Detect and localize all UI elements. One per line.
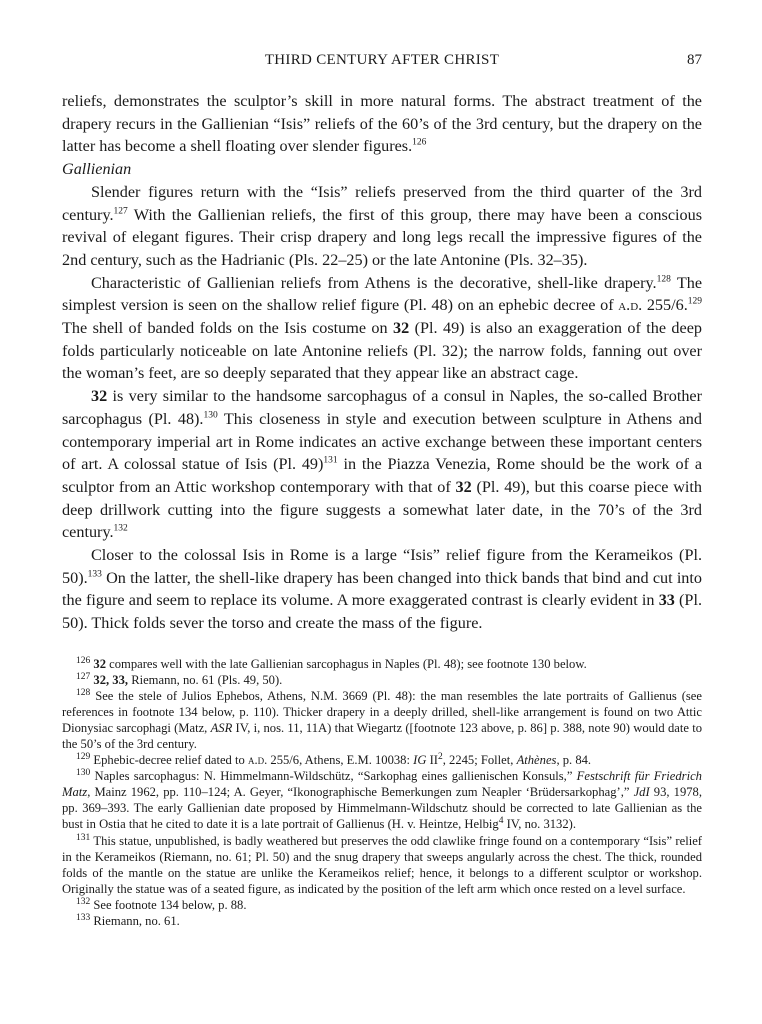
text-run: , Mainz 1962, pp. 110–124; A. Geyer, “Ikonographische Bemerkungen zum Neapler ‘Brüdersarkophag’,” [87,785,634,800]
footnote-number: 126 [76,655,91,666]
footnote-ref: 131 [323,455,338,466]
era-abbrev: a.d. [247,753,268,768]
paragraph [62,385,702,544]
footnote-ref: 132 [113,523,128,534]
text-run: With the Gallienian reliefs, the first of this group, there may have been a conscious revival of elegant figures. Their crisp drapery and long legs recall the impressive figures of the 2nd century, such as the Hadrianic (Pls. 22–25) or the late Antonine (Pls. 32–35). [62,205,702,269]
footnote-ref: 133 [87,569,102,580]
italic-citation: Festschrift für Friedrich Matz [62,769,702,800]
text-run: II [426,753,438,768]
footnote-ref: 127 [113,206,128,217]
text-run: (Pl. 50). Thick folds sever the torso and create the mass of the figure. [62,591,702,633]
text-run: , 2245; Follet, [442,753,517,768]
catalog-number: 32 [393,319,410,338]
italic-citation: JdI [633,785,650,800]
running-header [62,52,702,74]
paragraph [62,272,702,386]
italic-citation: Athènes [516,753,557,768]
text-run: IV, no. 3132). [503,817,576,832]
text-run: The shell of banded folds on the Isis costume on [62,319,394,338]
footnotes [62,656,702,929]
footnote-ref: 129 [687,296,702,307]
main-text [62,90,702,635]
catalog-number: 32 [93,657,106,671]
footnote-number: 129 [76,752,91,763]
text-run: , p. 84. [556,753,592,768]
catalog-number: 33 [658,591,675,610]
running-title: THIRD CENTURY AFTER CHRIST [264,52,500,68]
catalog-number: 32 [455,477,472,496]
footnote-number: 127 [76,671,91,682]
text-run: Naples sarcophagus: N. Himmelmann-Wildschütz, “Sarkophag eines gallienischen Konsuls,” [94,769,577,784]
footnote-number: 130 [76,768,91,779]
paragraph [62,544,702,635]
superscript: 4 [498,816,504,827]
text-run: in the Piazza Venezia, Rome should be the work of a sculptor from an Attic workshop contemporary with that of [62,455,703,496]
footnote [62,768,702,832]
text-run: compares well with the late Gallienian sarcophagus in Naples (Pl. 48); see footnote 130 below. [106,657,587,671]
text-run: On the latter, the shell-like drapery has been changed into thick bands that bind and cut into the figure and seem to replace its volume. A more exaggerated contrast is clearly evident in [62,568,702,610]
footnote [62,897,702,913]
paragraph [62,181,702,272]
italic-citation: ASR [210,721,233,736]
text-run: 255/6, Athens, E.M. 10038: [267,753,414,768]
text-run: is very similar to the handsome sarcophagus of a consul in Naples, the so-called Brother sarcophagus (Pl. 48). [62,387,702,428]
footnote-number: 131 [76,832,91,843]
text-run: 255/6. [642,296,688,315]
footnote [62,752,702,768]
footnote [62,833,702,897]
paragraph [62,90,702,158]
footnote [62,913,702,929]
catalog-number: 32 [91,387,108,406]
italic-citation: IG [413,753,427,768]
text-run: Characteristic of Gallienian reliefs from Athens is the decorative, shell-like drapery. [91,273,657,292]
text-run: See footnote 134 below, p. 88. [93,897,247,912]
text-run: IV, i, nos. 11, 11A) that Wiegartz ([footnote 123 above, p. 86] p. 388, note 90) would date to the 50’s of the 3rd century. [62,721,703,752]
text-run: (Pl. 49), but this coarse piece with deep drillwork cutting into the figure suggests a somewhat later date, in the 70’s of the 3rd century. [62,477,702,542]
footnote [62,656,702,672]
section-heading: Gallienian [62,160,132,179]
text-run: This closeness in style and execution between sculpture in Athens and contemporary imperial art in Rome indicates an active exchange between these important centers of art. A colossal statue of Isis (Pl. 49) [62,409,702,474]
era-abbrev: a.d. [618,296,643,315]
text-run: The simplest version is seen on the shallow relief figure (Pl. 48) on an ephebic decree of [62,273,703,315]
text-run: See the stele of Julios Ephebos, Athens, N.M. 3669 (Pl. 48): the man resembles the late portraits of Gallienus (see references in footnote 134 below, p. 110). Thicker drapery in a deeply drilled, shell-like arrangement is found on two Attic Dionysiac sarcophagi (Matz, [62,689,702,736]
footnote-ref: 128 [656,274,671,285]
footnote-number: 133 [76,912,91,923]
text-run: Slender figures return with the “Isis” reliefs preserved from the third quarter of the 3rd century. [62,182,702,224]
footnote [62,672,702,688]
footnote-number: 128 [76,687,91,698]
footnote-ref: 130 [203,410,218,421]
text-run: Closer to the colossal Isis in Rome is a large “Isis” relief figure from the Kerameikos (Pl. 50). [62,546,702,587]
text-run: Ephebic-decree relief dated to [93,753,248,768]
footnote-number: 132 [76,896,91,907]
footnote-ref: 126 [412,138,427,149]
text-run: reliefs, demonstrates the sculptor’s skill in more natural forms. The abstract treatment of the drapery recurs in the Gallienian “Isis” reliefs of the 60’s of the 3rd century, but the drapery on the latter has become a shell floating over slender figures. [62,92,702,156]
text-run: (Pl. 49) is also an exaggeration of the deep folds particularly noticeable on late Antonine reliefs (Pl. 32); the narrow folds, fanning out over the woman’s feet, are so deeply separated that they appear like an abstract cage. [62,319,702,383]
footnote [62,688,702,752]
text-run: This statue, unpublished, is badly weathered but preserves the odd clawlike fringe found on a contemporary “Isis” relief in the Kerameikos (Riemann, no. 61; Pl. 50) and the snug drapery that sweeps angularly across the chest. The thick, rounded folds of the mantle on the statue are unlike the Kerameikos relief; hence, it belongs to a different sculptor or workshop. Originally the statue was of a seated figure, as indicated by the position of the left arm which once rested on a level surface. [62,833,702,896]
catalog-number: 32, 33, [93,673,129,688]
text-run: Riemann, no. 61. [93,913,180,928]
text-run: 93, 1978, pp. 369–393. The early Gallienian date proposed by Himmelmann-Wildschutz should be corrected to late Gallienian as the bust in Ostia that he cited to date it is a late portrait of Gallienus (H. v. Heintze, Helbig [62,785,702,832]
text-run: Riemann, no. 61 (Pls. 49, 50). [128,673,283,688]
superscript: 2 [437,752,443,763]
page-number: 87 [687,52,702,68]
